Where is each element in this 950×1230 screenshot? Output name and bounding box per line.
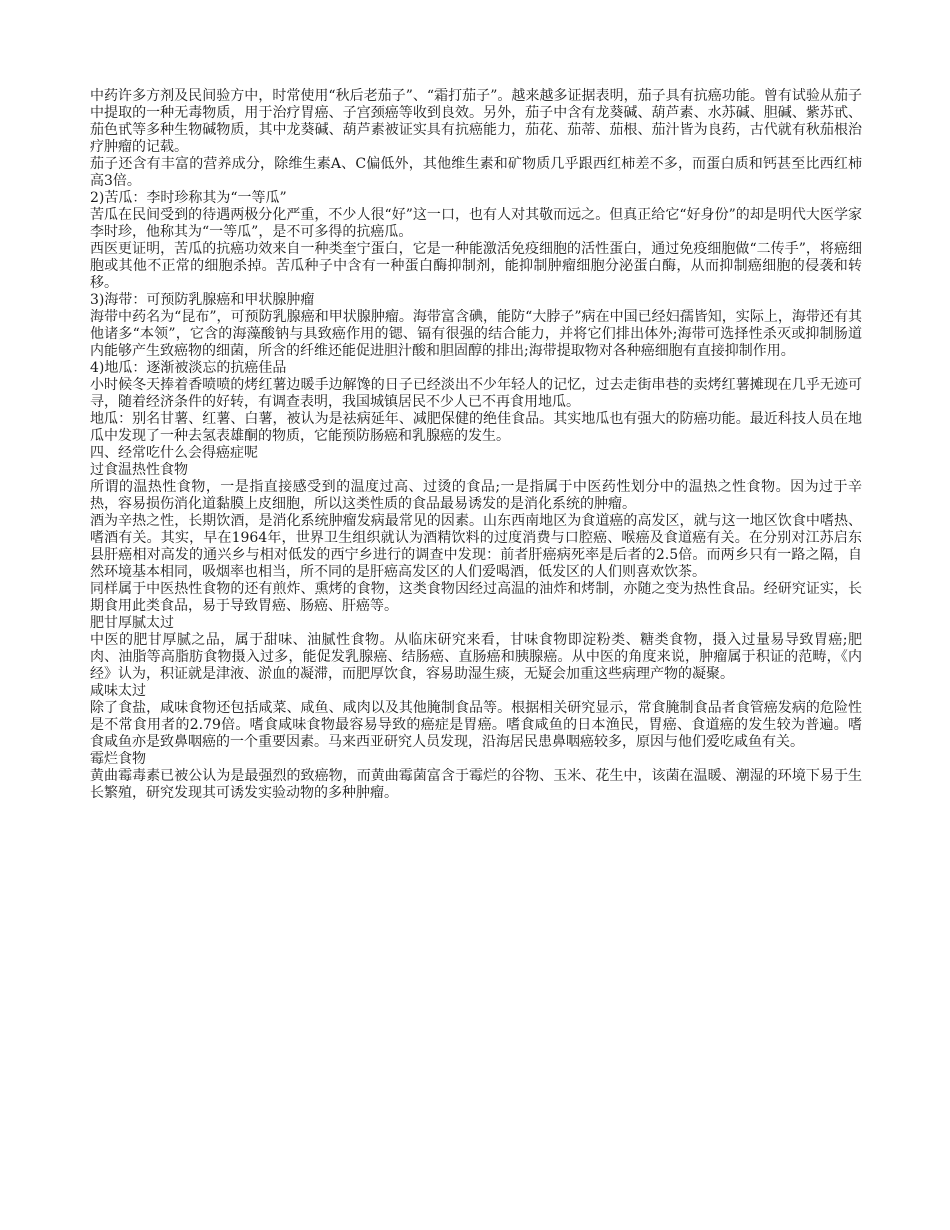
paragraph-eggplant-nutrition: 茄子还含有丰富的营养成分，除维生素A、C偏低外，其他维生素和矿物质几乎跟西红柿差不多，而蛋白质和钙甚至比西红柿高3倍。 [90, 156, 862, 189]
paragraph-sweet-potato-memory: 小时候冬天捧着香喷喷的烤红薯边暖手边解馋的日子已经淡出不少年轻人的记忆，过去走街串巷的卖烤红薯摊现在几乎无迹可寻，随着经济条件的好转，有调查表明，我国城镇居民不少人已不再食用地瓜。 [90, 377, 862, 410]
heading-salty-food: 咸味太过 [90, 683, 146, 699]
paragraph-fried-food: 同样属于中医热性食物的还有煎炸、熏烤的食物，这类食物因经过高温的油炸和烤制，亦随之变为热性食品。经研究证实，长期食用此类食品，易于导致胃癌、肠癌、肝癌等。 [90, 581, 862, 614]
heading-moldy-food: 霉烂食物 [90, 751, 146, 767]
paragraph-sweet-potato-benefits: 地瓜：别名甘薯、红薯、白薯，被认为是祛病延年、减肥保健的绝佳食品。其实地瓜也有强大的防癌功能。最近科技人员在地瓜中发现了一种去氢表雄酮的物质，它能预防肠癌和乳腺癌的发生。 [90, 411, 862, 444]
heading-sweet-potato: 4)地瓜：逐渐被淡忘的抗癌佳品 [90, 360, 287, 376]
heading-kelp: 3)海带：可预防乳腺癌和甲状腺肿瘤 [90, 292, 315, 308]
heading-section-four: 四、经常吃什么会得癌症呢 [90, 445, 258, 461]
document-body [90, 88, 862, 802]
heading-hot-food: 过食温热性食物 [90, 462, 188, 478]
paragraph-moldy-food: 黄曲霉毒素已被公认为是最强烈的致癌物，而黄曲霉菌富含于霉烂的谷物、玉米、花生中，该菌在温暖、潮湿的环境下易于生长繁殖，研究发现其可诱发实验动物的多种肿瘤。 [90, 768, 862, 801]
paragraph-kelp: 海带中药名为“昆布”，可预防乳腺癌和甲状腺肿瘤。海带富含碘，能防“大脖子”病在中国已经妇孺皆知，实际上，海带还有其他诸多“本领”，它含的海藻酸钠与具致癌作用的锶、镉有很强的结合能力，并将它们排出体外;海带可选择性杀灭或抑制肠道内能够产生致癌物的细菌，所含的纤维还能促进胆汁酸和胆固醇的排出;海带提取物对各种癌细胞有直接抑制作用。 [90, 309, 862, 359]
heading-rich-food: 肥甘厚腻太过 [90, 615, 174, 631]
paragraph-bitter-melon-science: 西医更证明，苦瓜的抗癌功效来自一种类奎宁蛋白，它是一种能激活免疫细胞的活性蛋白，通过免疫细胞做“二传手”，将癌细胞或其他不正常的细胞杀掉。苦瓜种子中含有一种蛋白酶抑制剂，能抑制肿瘤细胞分泌蛋白酶，从而抑制癌细胞的侵袭和转移。 [90, 241, 862, 291]
paragraph-bitter-melon-intro: 苦瓜在民间受到的待遇两极分化严重，不少人很“好”这一口，也有人对其敬而远之。但真正给它“好身份”的却是明代大医学家李时珍，他称其为“一等瓜”，是不可多得的抗癌瓜。 [90, 207, 862, 240]
heading-bitter-melon: 2)苦瓜：李时珍称其为“一等瓜” [90, 190, 287, 206]
paragraph-hot-food-definition: 所谓的温热性食物，一是指直接感受到的温度过高、过烫的食品;一是指属于中医药性划分中的温热之性食物。因为过于辛热，容易损伤消化道黏膜上皮细胞，所以这类性质的食品最易诱发的是消化系统的肿瘤。 [90, 479, 862, 512]
paragraph-alcohol: 酒为辛热之性，长期饮酒，是消化系统肿瘤发病最常见的因素。山东西南地区为食道癌的高发区，就与这一地区饮食中嗜热、嗜酒有关。其实，早在1964年，世界卫生组织就认为酒精饮料的过度消费与口腔癌、喉癌及食道癌有关。在分别对江苏启东县肝癌相对高发的通兴乡与相对低发的西宁乡进行的调查中发现：前者肝癌病死率是后者的2.5倍。而两乡只有一路之隔，自然环境基本相同，吸烟率也相当，所不同的是肝癌高发区的人们爱喝酒，低发区的人们则喜欢饮茶。 [90, 513, 862, 580]
paragraph-salty-food: 除了食盐，咸味食物还包括咸菜、咸鱼、咸肉以及其他腌制食品等。根据相关研究显示，常食腌制食品者食管癌发病的危险性是不常食用者的2.79倍。嗜食咸味食物最容易导致的癌症是胃癌。嗜食咸鱼的日本渔民，胃癌、食道癌的发生较为普遍。嗜食咸鱼亦是致鼻咽癌的一个重要因素。马来西亚研究人员发现，沿海居民患鼻咽癌较多，原因与他们爱吃咸鱼有关。 [90, 700, 862, 750]
paragraph-eggplant-herbal: 中药许多方剂及民间验方中，时常使用“秋后老茄子”、“霜打茄子”。越来越多证据表明，茄子具有抗癌功能。曾有试验从茄子中提取的一种无毒物质，用于治疗胃癌、子宫颈癌等收到良效。另外，茄子中含有龙葵碱、葫芦素、水苏碱、胆碱、紫苏甙、茄色甙等多种生物碱物质，其中龙葵碱、葫芦素被证实具有抗癌能力，茄花、茄蒂、茄根、茄汁皆为良药，古代就有秋茄根治疗肿瘤的记载。 [90, 88, 862, 155]
paragraph-rich-food: 中医的肥甘厚腻之品，属于甜味、油腻性食物。从临床研究来看，甘味食物即淀粉类、糖类食物，摄入过量易导致胃癌;肥肉、油脂等高脂肪食物摄入过多，能促发乳腺癌、结肠癌、直肠癌和胰腺癌。从中医的角度来说，肿瘤属于积证的范畴，《内经》认为，积证就是津液、淤血的凝滞，而肥厚饮食，容易助湿生痰，无疑会加重这些病理产物的凝聚。 [90, 632, 862, 682]
